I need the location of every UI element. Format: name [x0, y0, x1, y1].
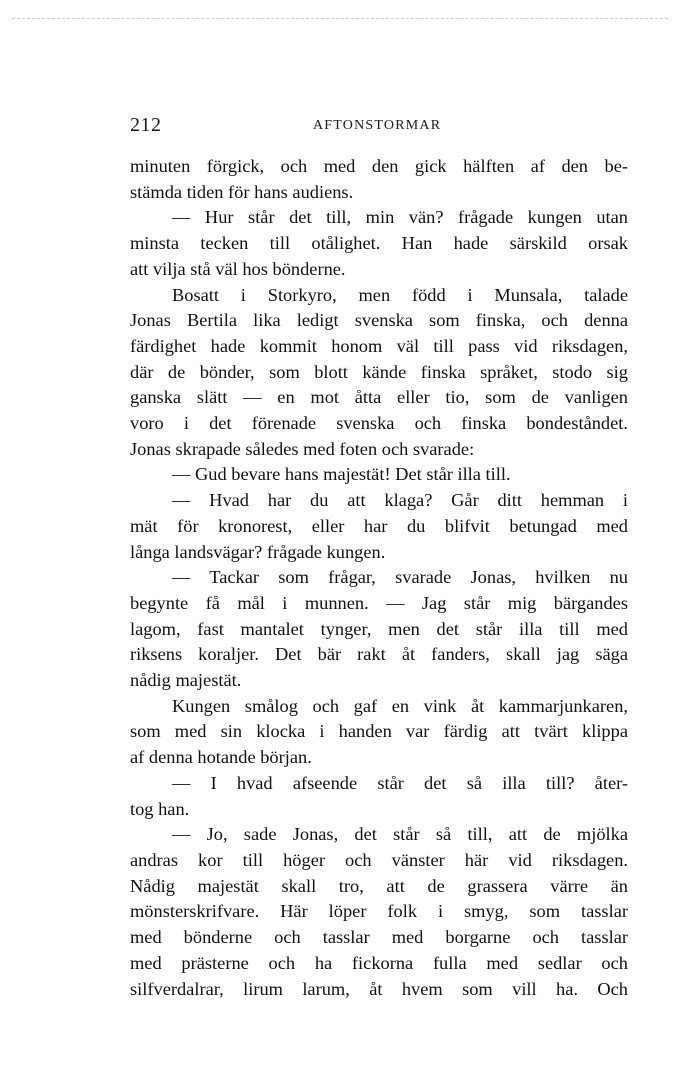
page-header: [130, 114, 630, 138]
text-line: — Jo, sade Jonas, det står så till, att de mjölka: [172, 824, 628, 845]
text-line: Kungen smålog och gaf en vink åt kammarjunkaren,: [172, 695, 628, 716]
text-line: Bosatt i Storkyro, men född i Munsala, talade: [172, 284, 628, 305]
text-line: Jonas Bertila lika ledigt svenska som finska, och denna: [130, 310, 628, 331]
text-line: mät för kronorest, eller har du blifvit betungad med: [130, 515, 628, 536]
text-line: att vilja stå väl hos bönderne.: [130, 258, 346, 279]
text-line: tog han.: [130, 798, 190, 819]
text-line: med prästerne och ha fickorna fulla med sedlar och: [130, 952, 628, 973]
text-line: begynte få mål i munnen. — Jag står mig bärgandes: [130, 592, 628, 613]
text-line: nådig majestät.: [130, 670, 242, 691]
text-line: — Tackar som frågar, svarade Jonas, hvilken nu: [172, 567, 628, 588]
page-number: 212: [130, 114, 162, 136]
text-line: lagom, fast mantalet tynger, men det står illa till med: [130, 618, 628, 639]
text-line: af denna hotande början.: [130, 747, 312, 768]
text-line: — I hvad afseende står det så illa till? åter-: [172, 772, 628, 793]
text-line: minsta tecken till otålighet. Han hade särskild orsak: [130, 233, 628, 254]
body-text: [130, 154, 628, 1002]
text-line: riksens koraljer. Det bär rakt åt fanders, skall jag säga: [130, 644, 628, 665]
text-line: färdighet hade kommit honom väl till pass vid riksdagen,: [130, 335, 628, 356]
text-line: Nådig majestät skall tro, att de grassera värre än: [130, 875, 628, 896]
text-line: minuten förgick, och med den gick hälften af den be-: [130, 156, 628, 176]
text-line: Jonas skrapade således med foten och svarade:: [130, 438, 475, 459]
text-line: — Gud bevare hans majestät! Det står illa till.: [172, 464, 511, 485]
text-line: silfverdalrar, lirum larum, åt hvem som vill ha. Och: [130, 978, 628, 999]
text-line: voro i det förenade svenska och finska bondeståndet.: [130, 413, 628, 434]
text-line: — Hur står det till, min vän? frågade kungen utan: [172, 207, 628, 228]
text-line: — Hvad har du att klaga? Går ditt hemman i: [172, 490, 628, 511]
text-line: långa landsvägar? frågade kungen.: [130, 541, 386, 562]
text-line: andras kor till höger och vänster här vid riksdagen.: [130, 849, 628, 870]
scan-edge-line: [12, 18, 668, 19]
text-line: där de bönder, som blott kände finska språket, stodo sig: [130, 361, 628, 382]
text-line: ganska slätt — en mot åtta eller tio, som de vanligen: [130, 387, 628, 408]
text-line: stämda tiden för hans audiens.: [130, 181, 354, 202]
text-line: mönsterskrifvare. Här löper folk i smyg, som tasslar: [130, 901, 628, 922]
running-title: AFTONSTORMAR: [313, 118, 442, 133]
text-line: som med sin klocka i handen var färdig att tvärt klippa: [130, 721, 628, 742]
text-line: med bönderne och tasslar med borgarne och tasslar: [130, 927, 628, 948]
